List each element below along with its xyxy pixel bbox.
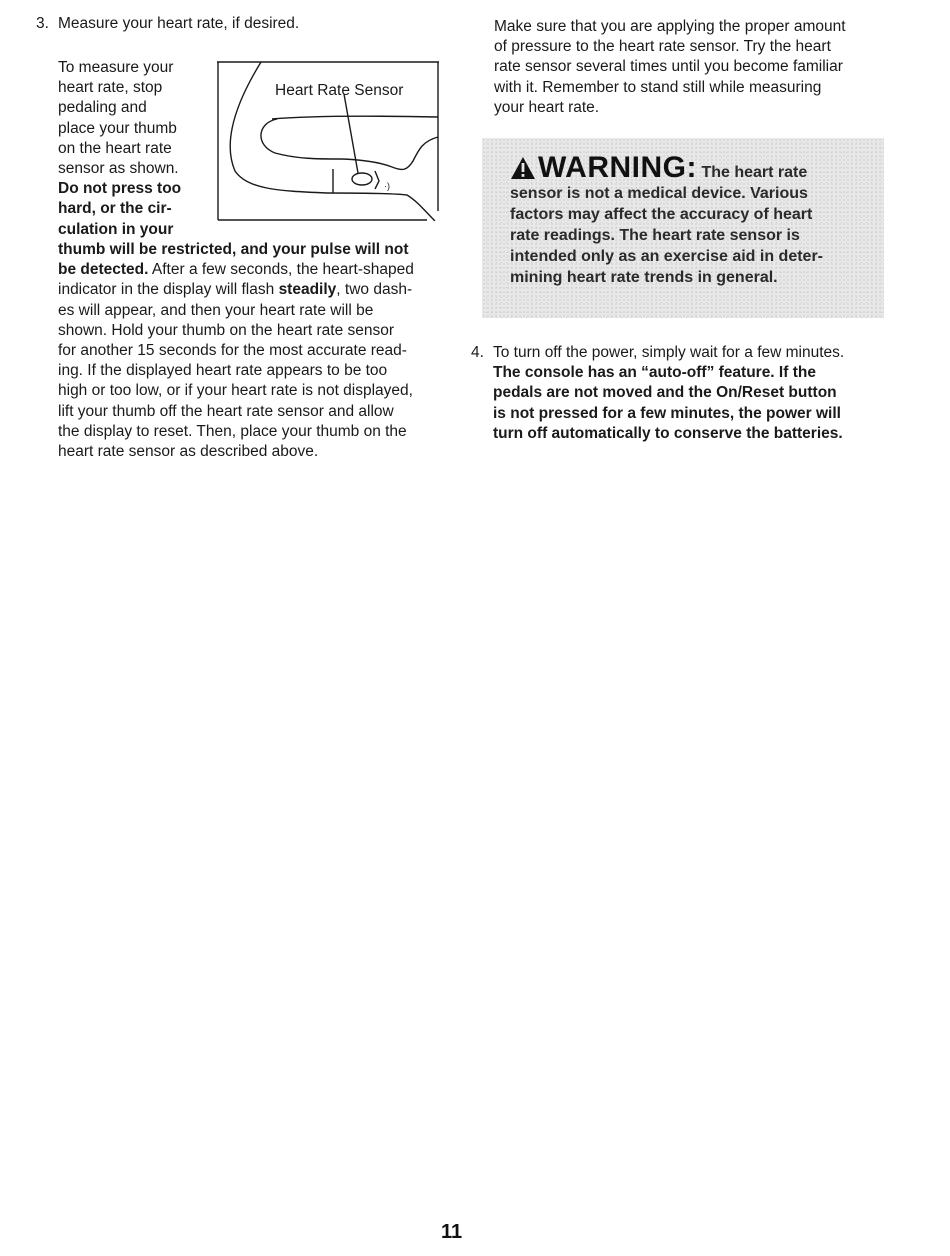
text-phrase: , two dash- (336, 281, 413, 299)
bold-phrase: steadily (278, 281, 337, 299)
warning-first-line (510, 151, 880, 184)
text-line: heart rate sensor as described above. (58, 443, 319, 461)
sensor-mark: ·) (384, 181, 390, 191)
text-line: shown. Hold your thumb on the heart rate sensor (58, 321, 395, 339)
warning-box (482, 138, 884, 318)
warning-line: sensor is not a medical device. Various (510, 185, 808, 202)
step-heading: Measure your heart rate, if desired. (58, 15, 300, 32)
bold-text-line: The console has an “auto-off” feature. If the (493, 364, 816, 382)
bold-text-line: culation in your (58, 220, 174, 238)
text-phrase: indicator in the display will flash (58, 281, 279, 299)
text-line: ing. If the displayed heart rate appears to be too (58, 362, 388, 380)
text-line: To measure your (58, 59, 174, 76)
step-number: 3. (36, 15, 49, 32)
text-line: Make sure that you are applying the proper amount (494, 18, 846, 35)
text-line (58, 260, 448, 280)
text-line: sensor as shown. (58, 160, 179, 178)
bold-text-line: hard, or the cir- (58, 200, 172, 218)
text-line: the display to reset. Then, place your thumb on the (58, 422, 407, 440)
text-line: lift your thumb off the heart rate sensor and allow (58, 402, 394, 420)
text-line: for another 15 seconds for the most accurate read- (58, 342, 407, 360)
warning-triangle-icon (510, 156, 536, 180)
text-line: To turn off the power, simply wait for a few minutes. (493, 344, 845, 361)
bold-text-line: Do not press too (58, 180, 182, 198)
warning-line: intended only as an exercise aid in deter- (510, 248, 823, 265)
text-line: on the heart rate (58, 139, 172, 157)
text-phrase: After a few seconds, the heart-shaped (148, 261, 414, 279)
text-line: rate sensor several times until you become familiar (494, 58, 843, 76)
warning-line: mining heart rate trends in general. (510, 269, 778, 286)
text-line: es will appear, and then your heart rate will be (58, 301, 374, 319)
heart-rate-sensor-figure (217, 61, 439, 221)
warning-text (510, 151, 880, 288)
warning-line: rate readings. The heart rate sensor is (510, 227, 800, 244)
figure-label: Heart Rate Sensor (275, 82, 404, 99)
bold-text-line: pedals are not moved and the On/Reset button (493, 384, 837, 402)
step-4-text (493, 343, 844, 444)
warning-line: factors may affect the accuracy of heart (510, 206, 813, 223)
bold-text-line: turn off automatically to conserve the batteries. (493, 424, 843, 442)
text-line: of pressure to the heart rate sensor. Try the heart (494, 38, 831, 56)
bold-text-line: is not pressed for a few minutes, the power will (493, 404, 841, 422)
page-number: 11 (441, 1221, 463, 1243)
intro-paragraph (494, 17, 894, 118)
text-line: place your thumb (58, 119, 177, 137)
text-line: your heart rate. (494, 98, 600, 116)
bold-phrase: be detected. (58, 261, 149, 279)
text-line: with it. Remember to stand still while measuring (494, 78, 822, 96)
warning-title: WARNING: (538, 151, 697, 184)
text-line: pedaling and (58, 99, 147, 117)
text-line: heart rate, stop (58, 79, 163, 97)
bold-text-line: thumb will be restricted, and your pulse will not (58, 241, 409, 258)
full-width-paragraph (58, 240, 448, 462)
step-number: 4. (471, 344, 484, 361)
text-line: high or too low, or if your heart rate is not displayed, (58, 382, 413, 400)
wrapped-paragraph (58, 58, 208, 240)
warning-text-phrase: The heart rate (701, 164, 808, 181)
text-line (58, 280, 448, 300)
